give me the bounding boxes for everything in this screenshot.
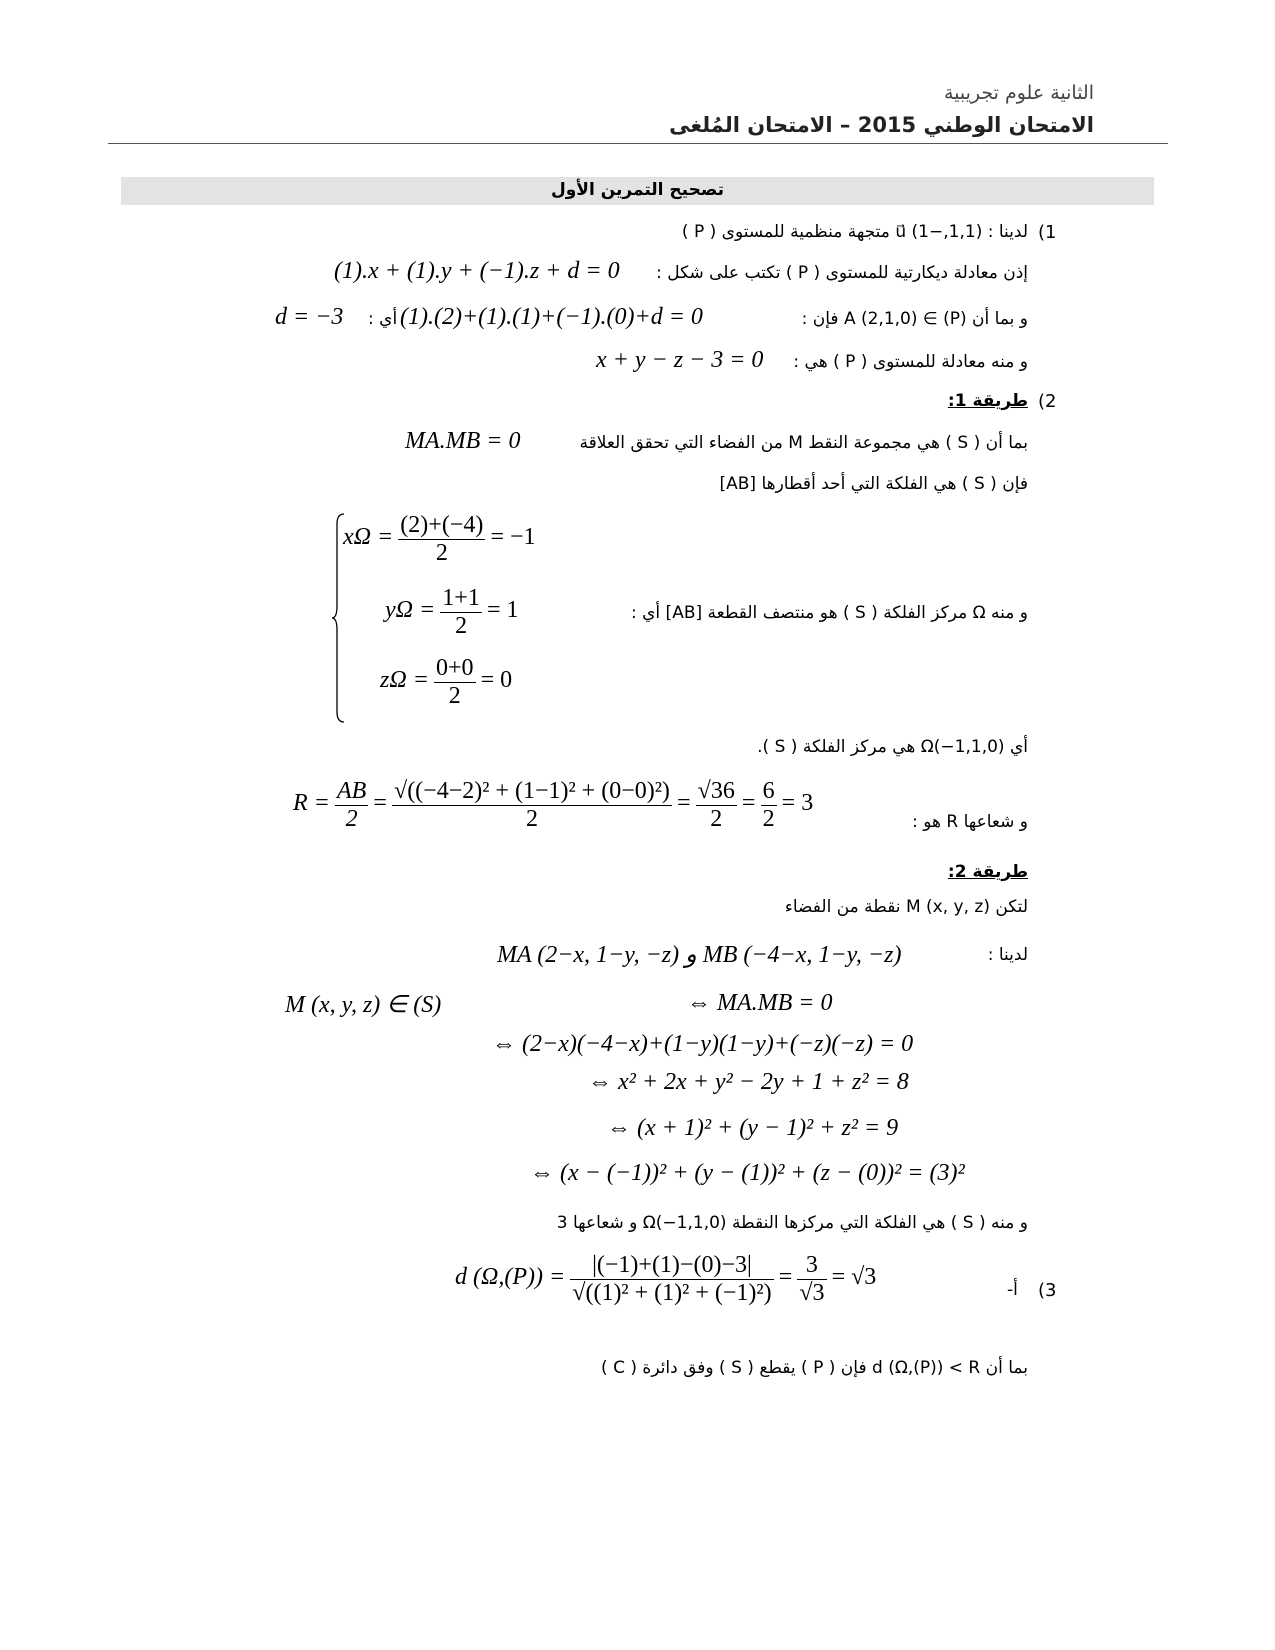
q1-line3-text: و بما أن A (2,1,0) ∈ (P) فإن : <box>801 309 1028 329</box>
sys-z-result: = 0 <box>480 667 513 693</box>
r-frac1: $\frac{AB}{2}$ <box>336 778 367 832</box>
exam-title: الامتحان الوطني 2015 – الامتحان المُلغى <box>669 113 1094 137</box>
header-divider <box>108 143 1168 144</box>
r-frac2: $\frac{\text{√((−4−2)² + (1−1)² + (0−0)²)}}{2}$ <box>394 778 670 832</box>
q1-line3-math: (1).(2)+(1).(1)+(−1).(0)+d = 0 <box>400 304 703 330</box>
d-frac2: $\frac{3}{√3}$ <box>799 1252 825 1306</box>
m2-line2-text: لدينا : <box>987 945 1028 965</box>
equiv-5: ⇔ (x − (−1))² + (y − (1))² + (z − (0))² = (3)² <box>530 1160 965 1186</box>
q1-line3-result: d = −3 <box>275 304 344 330</box>
section-title: تصحيح التمرين الأول <box>550 180 725 200</box>
sys-x-frac: $\frac{(2)+(-4)}{2}$ <box>400 512 484 566</box>
q2-line4: أي Ω(−1,1,0) هي مركز الفلكة ( S ). <box>757 737 1028 757</box>
q1-line1: لدينا : (1,1,−1) u⃗ متجهة منظمية للمستوى ( P ) <box>681 222 1028 242</box>
r-frac4: $\frac{6}{2}$ <box>762 778 775 832</box>
m2-conclusion: و منه ( S ) هي الفلكة التي مركزها النقطة Ω(−1,1,0) و شعاعها 3 <box>556 1213 1028 1233</box>
method1-title: طريقة 1: <box>947 391 1028 411</box>
sys-y-lhs: yΩ = <box>385 597 436 623</box>
equiv-1: ⇔ MA.MB = 0 <box>687 990 833 1016</box>
m2-line2-math: MA (2−x, 1−y, −z) و MB (−4−x, 1−y, −z) <box>497 942 902 968</box>
q2-number: (2 <box>1038 391 1057 412</box>
d-result: = √3 <box>831 1264 877 1290</box>
level-label: الثانية علوم تجريبية <box>943 82 1094 104</box>
q2-line1-math: MA.MB = 0 <box>405 428 521 454</box>
system-x-row <box>343 512 536 567</box>
sys-x-lhs: xΩ = <box>343 524 394 550</box>
q3-part-a: أ- <box>1007 1280 1018 1300</box>
sys-z-lhs: zΩ = <box>380 667 429 693</box>
equiv-3: ⇔ x² + 2x + y² − 2y + 1 + z² = 8 <box>588 1069 909 1095</box>
q3-number: (3 <box>1038 1280 1057 1301</box>
q1-line2-text: إذن معادلة ديكارتية للمستوى ( P ) تكتب على شكل : <box>656 263 1028 283</box>
sys-x-result: = −1 <box>490 524 536 550</box>
system-y-row <box>385 585 518 640</box>
equiv-4: ⇔ (x + 1)² + (y − 1)² + z² = 9 <box>607 1115 899 1141</box>
q2-line1-text: بما أن ( S ) هي مجموعة النقط M من الفضاء التي تحقق العلاقة <box>579 433 1028 453</box>
radius-formula: R = $\frac{AB}{2}$ = $\frac{\text{√((−4−2)² + (1−1)² + (0−0)²)}}{2}$ = $\frac{√36}{2}$ = $\frac{6}{2}$ = 3 <box>293 778 814 832</box>
q1-line3-ay: أي : <box>368 309 398 329</box>
r-result: = 3 <box>781 790 814 816</box>
q1-line4-text: و منه معادلة للمستوى ( P ) هي : <box>793 352 1028 372</box>
r-frac3: $\frac{√36}{2}$ <box>697 778 735 832</box>
sys-y-result: = 1 <box>486 597 519 623</box>
q2-line2: فإن ( S ) هي الفلكة التي أحد أقطارها [AB] <box>719 474 1028 494</box>
equiv-2: ⇔ (2−x)(−4−x)+(1−y)(1−y)+(−z)(−z) = 0 <box>492 1031 914 1057</box>
q2-line3: و منه Ω مركز الفلكة ( S ) هو منتصف القطعة [AB] أي : <box>630 603 1028 623</box>
system-z-row <box>380 655 512 710</box>
sys-z-frac: $\frac{0+0}{2}$ <box>435 655 474 709</box>
q1-line4-math: x + y − z − 3 = 0 <box>596 347 764 373</box>
distance-formula: d (Ω,(P)) = $\frac{|(-1)+(1)-(0)-3|}{\text{√((1)² + (1)² + (−1)²)}}$ = $\frac{3}{√3}$ = √3 <box>455 1252 877 1306</box>
q1-number: (1 <box>1038 222 1057 243</box>
d-frac1: $\frac{|(-1)+(1)-(0)-3|}{\text{√((1)² + (1)² + (−1)²)}}$ <box>572 1252 772 1306</box>
equiv-lhs: M (x, y, z) ∈ (S) <box>285 992 442 1018</box>
method2-title: طريقة 2: <box>947 862 1028 882</box>
q3-conclusion: بما أن d (Ω,(P)) < R فإن ( P ) يقطع ( S ) وفق دائرة ( C ) <box>601 1358 1028 1378</box>
sys-y-frac: $\frac{1+1}{2}$ <box>442 585 480 639</box>
q2-line5: و شعاعها R هو : <box>912 812 1028 832</box>
r-lhs: R = <box>293 790 330 816</box>
d-lhs: d (Ω,(P)) = <box>455 1264 566 1290</box>
q1-line2-math: (1).x + (1).y + (−1).z + d = 0 <box>334 258 620 284</box>
m2-line1: لتكن M (x, y, z) نقطة من الفضاء <box>784 897 1028 917</box>
